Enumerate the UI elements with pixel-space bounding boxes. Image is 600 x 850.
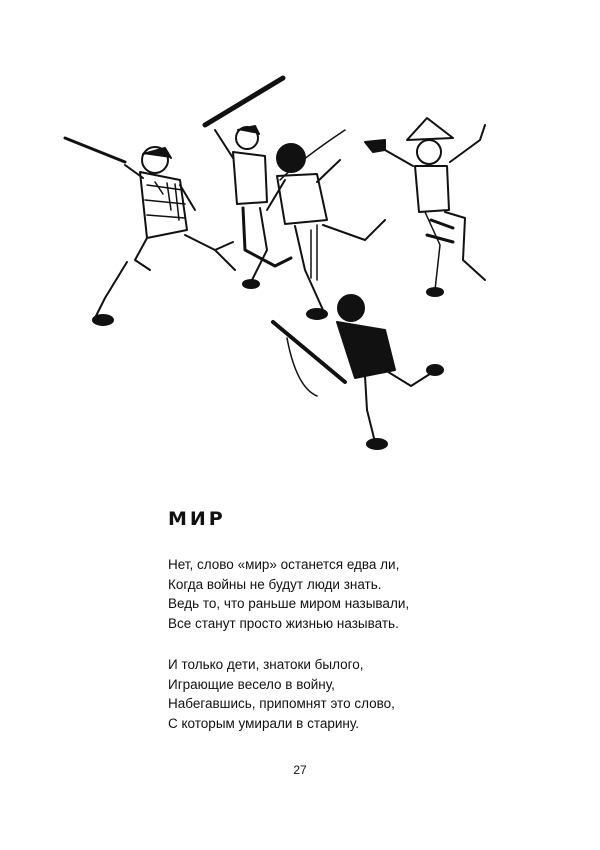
poem-line: И только дети, знатоки былого,: [168, 657, 364, 672]
small-boy-figure: [273, 295, 443, 449]
poem-line: Ведь то, что раньше миром называли,: [168, 596, 410, 611]
boy-with-rifle-figure: [65, 138, 235, 325]
poem-line: Набегавшись, припомнят это слово,: [168, 696, 395, 711]
boy-with-paper-hat-figure: [365, 118, 485, 296]
poem-line: Когда войны не будут люди знать.: [168, 576, 382, 592]
dark-haired-boy-figure: [267, 130, 385, 319]
poem-stanza-2: [168, 655, 395, 733]
poem-line: Все станут просто жизнью называть.: [168, 615, 399, 631]
poem-line: С которым умирали в старину.: [168, 715, 360, 731]
page-number: 27: [293, 763, 307, 777]
children-playing-illustration: [55, 70, 515, 460]
poem-line: Играющие весело в войну,: [168, 676, 335, 692]
poem-title: МИР: [168, 508, 226, 530]
poem-stanza-1: [168, 555, 409, 633]
poem-line: Нет, слово «мир» останется едва ли,: [168, 557, 400, 572]
